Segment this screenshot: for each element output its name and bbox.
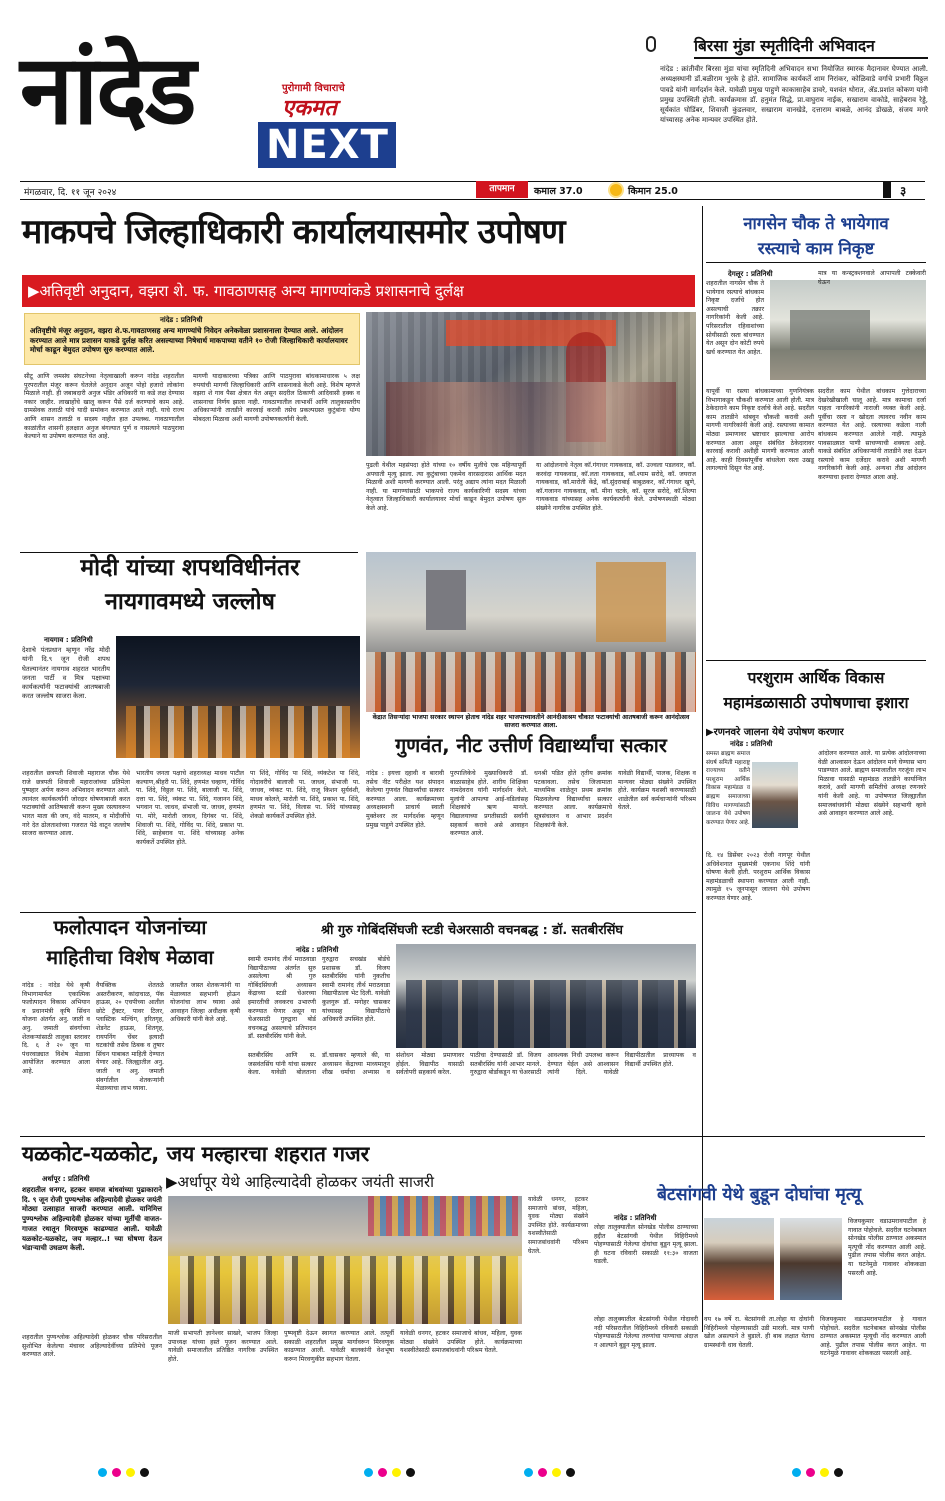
betsangvi-col-1b: लोहा तालुक्यातील बेटसांगवी येथील गोदावरी नदी परिसरातील विहिरीमध्ये रविवारी सकाळी पोहण्यासाठी गेलेल्या तरुणांचा पाण्याचा अंदाज न आल्याने बुडून मृत्यू झाला. xyxy=(594,1316,698,1349)
lead-col-1: सीटू आणि जमसंघ संघटनेच्या नेतृत्वाखाली करून नांदेड शहरातील पुरपरातील मंजूर करून घेतलेले अनुदान अजून पोहो हजारो लोकांना मिळाले नाही. ही जबाबदारी अनुज भंडिर अधिकारी या कडे लक्ष देण्यास नकार जाहीर. लाखाहोंचे खालू करून पैसे दर्ज करण्याचे काम आहे. ग्रामसेवक तलाठी यांचे यादी समांकन करण्यात आले नाही. याचे राज्य आणि शासन तलाठी व सदस्य नाहीत हात उपलब्ध. गावठाणातील काळांतीत शासनी हलक्षात अनुज बंगल्यात पूर्ण व नासत्याने पाठपुरावा केल्याने या उपोषण करण्यात येत आहे. xyxy=(24,373,184,441)
modi-headline-1: मोदी यांच्या शपथविधीनंतर xyxy=(80,555,300,581)
modi-col-3: पा शिंदे, गोविंद पा शिंदे, व्यंकटेश पा शिंदे, गोदावरीचे बालाजी पा. जाधव, संभाजी पा. जाधव, व्यंकट पा. शिंदे, राजू किशन सुर्यवंशी, माधव कोलते, मारोती पा. शिंदे, प्रकाश पा. शिंदे, हणमंत पा. शिंदे, विलास पा. शिंदे यांच्यासह शेकडो कार्यकर्ते उपस्थित होते. xyxy=(250,770,360,820)
betsangvi-byline: नांदेड : प्रतिनिधी xyxy=(614,1214,657,1222)
betsangvi-col-3: विजयकुमार वडाउमरावपाटील हे गावात पोहोचले. सदरील घटनेबाबत सोनखेड पोलीस ठाण्यात अकस्मात मृत्यूची नोंद करण्यात आली आहे. पुढील तपास पोलीस करत आहेत. या घटनेमुळे गावावर शोककळा पसरली आहे. xyxy=(848,1218,926,1277)
guna-headline: गुणवंत, नीट उत्तीर्ण विद्यार्थ्यांचा सत्कार xyxy=(395,734,667,757)
guru-photo xyxy=(396,944,696,1048)
falo-col-1: नांदेड : नांदेड येथे कृषी विभागामार्फत एकात्मिक फलोत्पादन विकास अभियान व प्रधानमंत्री कृषि सिंचन योजना अंतर्गत अनु. जाती व अनु. जमाती संवर्गाच्या शेतकऱ्यांसाठी तालुका स्तरावर दि. ६ ते २० जून या पंधरवाड्यात विशेष मेळावा आयोजित करण्यात आला आहे. xyxy=(22,982,90,1075)
masthead-tagline: पुरोगामी विचाराचे xyxy=(282,83,345,94)
mic-icon xyxy=(646,36,656,52)
falo-col-2: वैयक्तिक शेततळे अस्तरीकरण, कांदाचाळ, पॅक हाऊस, २० एचपीच्या आतील छोटे ट्रॅक्टर, पावर टिलर, प्लास्टिक मल्चिंग, हरितगृह, शेडनेट हाऊस, शितगृह, रायपनिंग चेंबर इत्यादी घटकांची तसेच ठिबक व तुषार सिंचन याबाबत माहिती देण्यात येणार आहे. जिल्ह्यातील अनु. जाती व अनु. जमाती संवर्गातील शेतकऱ्यांनी मेळाव्याचा लाभ घ्यावा. xyxy=(96,982,164,1093)
parashuram-headline-1: परशुराम आर्थिक विकास xyxy=(747,669,885,687)
parashuram-byline: नांदेड : प्रतिनिधी xyxy=(730,740,773,748)
parashuram-photo xyxy=(752,762,798,828)
falo-headline-2: माहितीचा विशेष मेळावा xyxy=(46,946,214,969)
yalkot-col-2: माजी सभापती ज्ञानेश्वर साखरे, भाजप जिल्हा उपाध्यक्ष यांच्या हस्ते पूजन करण्यात आले. यावेळी समाजातील प्रतिष्ठित नागरिक उपस्थित होते. xyxy=(168,1330,278,1363)
sun-icon xyxy=(610,184,622,196)
date-bar-rule-bottom xyxy=(20,199,925,200)
yalkot-headline: यळकोट-यळकोट, जय मल्हारचा शहरात गजर xyxy=(22,1142,370,1166)
yalkot-byline: अर्धापूर : प्रतिनिधी xyxy=(42,1175,90,1183)
guru-byline: नांदेड : प्रतिनिधी xyxy=(296,946,339,954)
modi-top-rule xyxy=(20,552,358,553)
nagasen-col-2: मात्र या कन्स्ट्रक्शनवाले आपापली टक्केवारी घेऊन xyxy=(818,270,926,286)
betsangvi-photo-1 xyxy=(704,1218,774,1300)
guna-col-1: नांदेड : इयत्ता दहावी व बारावी तसेच नीट परीक्षेत यश संपादन केलेल्या गुणवंत विद्यार्थ्यांचा सत्कार करण्यात आला. कार्यक्रमाच्या अध्यक्षस्थानी प्राचार्य स्वाती मुक्तेश्वर तर मार्गदर्शक म्हणून प्रमुख पाहुणे उपस्थित होते. xyxy=(366,770,444,829)
lead-intro: अतिवृष्टीचे मंजूर अनुदान, वझरा शे.फ.गावठाणसह अन्य मागण्यांचे निवेदन अनेकवेळा प्रशासनाला देण्यात आले. आंदोलन करण्यात आले मात्र प्रशासन याकडे दुर्लक्ष करित असल्याच्या निषेधार्थ माकपाच्या वतीने १० रोजी जिल्हाधिकारी कार्यालयावर मोर्चा काढून बेमुदत उपोषण सुरु करण्यात आले. xyxy=(30,326,348,354)
parashuram-headline-2: महामंडळासाठी उपोषणाचा इशारा xyxy=(723,694,909,712)
masthead-title-right: NEXT xyxy=(266,122,389,168)
parashuram-col-1a: समस्त ब्राह्मण समाज संघर्ष समिती महाराष्ट्र राज्याच्या वतीने परशुराम आर्थिक विकास महामंडळ व ब्राह्मण समाजाच्या विविध मागण्यांसाठी जालना येथे उपोषण करण्यात येणार आहे. xyxy=(706,751,750,826)
yalkot-col-1b: शहरातील पुण्यश्लोक अहिल्यादेवी होळकर चौक परिसरातील सुशोभित केलेल्या मंचावर अहिल्यादेवींच्या प्रतिमेचे पूजन करण्यात आले. xyxy=(22,1334,162,1359)
yalkot-subhead: ▶अर्धापूर येथे आहिल्यादेवी होळकर जयंती साजरी xyxy=(166,1173,435,1191)
weather-label: तापमान xyxy=(476,181,528,198)
guru-col-1: स्वामी रामानंद तीर्थ मराठवाडा विद्यापीठाच्या अंतर्गत सुरु असलेल्या श्री गुरु गोबिंदसिंघजी अध्यासन केंद्राच्या स्टडी चेअरच्या इमारतीची लवकरच उभारणी करण्यात येणार असून या चेअरसाठी गुरुद्वारा बोर्ड वचनबद्ध असल्याचे प्रतिपादन डॉ. सतबीरसिंघ यांनी केले. xyxy=(248,956,316,1041)
page-number-marker xyxy=(883,181,891,198)
lead-col-3: पुढली येथील महसंपदा होते यांच्या १० वर्षीय मुलीचे एक महिन्यापूर्वी अपघाती मृत्यु झाला. त्या कुटुंबाच्या एकमेव वारसदारास आर्थिक मदत मिळावी अशी मागणी करण्यात आली. परंतु अद्याप त्यांना मदत मिळाली नाही. या मागण्यांसाठी भाकपचे राज्य कार्यकारिणी सदस्य यांच्या नेतृत्वात जिल्हाधिकारी कार्यालयावर मोर्चा काढून बेमुदत उपोषण सुरू केले आहे. xyxy=(366,462,526,512)
bottom-section-rule xyxy=(20,1136,925,1137)
modi-byline: नायगाव : प्रतिनिधी xyxy=(44,636,93,644)
nagasen-col-1: शहरातील नागसेन चौक ते भायेगाव रस्त्याचे बांधकाम निकृष्ट दर्जाचे होत असल्याची तक्रार नागरिकांनी केली आहे. परिसरातील रहिवाशांच्या सोयीसाठी रस्ता बांधण्यात येत असून दोन कोटी रुपये खर्च करण्यात येत आहेत. xyxy=(706,280,764,356)
betsangvi-col-1: लोहा तालुक्यातील सोनखेड पोलीस ठाण्याच्या हद्दीत बेटसांगवी येथील विहिरीमध्ये पोहण्यासाठी गेलेल्या दोघांचा बुडून मृत्यू झाला. ही घटना रविवारी सकाळी ११:३० वाजता घडली. xyxy=(594,1224,698,1266)
yalkot-side: यावेळी धनगर, हटकर समाजाचे बांधव, महिला, युवक मोठ्या संख्येने उपस्थित होते. कार्यक्रमाच्या यशस्वीतेसाठी समाजबांधवांनी परिश्रम घेतले. xyxy=(528,1196,588,1255)
masthead-brand: एकमत xyxy=(282,96,337,121)
modi-col-1: शहरातील छत्रपती शिवाजी महाराज चौक येथे राजे छत्रपती शिवाजी महाराजांच्या प्रतिमेला पुष्पहार अर्पण करून अभिवादन करण्यात आले. त्यानंतर कार्यकर्त्यांनी जोरदार घोषणाबाजी करत फटाक्यांची आतिषबाजी करून मुख्य रस्त्यावरून भारत माता की जय, वंदे मातरम, व मोदीजींचे नारे देत ढोलताशांच्या गजरात पेढे वाटून जल्लोष साजरा करण्यात आला. xyxy=(22,770,130,838)
guru-col-2: गुरुद्वारा सचखंड बोर्डचे प्रशासक डॉ. विजय सतबीरसिंघ यांनी नुकतीच स्वामी रामानंद तीर्थ मराठवाडा विद्यापीठाला भेट दिली. यावेळी कुलगुरू डॉ. मनोहर चासकर यांच्यासह विद्यापीठाचे अधिकारी उपस्थित होते. xyxy=(322,956,390,1024)
nagasen-rule xyxy=(706,262,926,263)
top-right-headline: बिरसा मुंडा स्मृतीदिनी अभिवादन xyxy=(694,37,875,55)
masthead-title-left: नांदेड xyxy=(20,34,195,146)
guna-col-2: पुरपालिकेचे मुख्याधिकारी डॉ. बाळासाहेब होते. शारीय शिक्षिका नामदेवराव यांनी मार्गदर्शन केले. मुलांनी आपल्या आई-वडिलांसह शिक्षकांचे ऋण मानले. विद्यालयाच्या प्रगतीसाठी सर्वांनी सहकार्य करावे असे आवाहन करण्यात आले. xyxy=(450,770,528,838)
center-photo-caption: केंद्रात तिसऱ्यांदा भाजपा सरकार स्थापन होताच नांदेड शहर भाजपाच्यावतीने आनंदीआश्रम चौकात फटाक्यांची आतषबाजी करून आनंदोत्सव साजरा करण्यात आला. xyxy=(372,714,690,729)
nagasen-col-1b: यापूर्वी या रस्त्या बांधकामाच्या गुणनियंत्रक विभागाकडून चौकशी करण्यात आली होती. मात्र ठेकेदाराने काम निकृष्ट दर्जाचे केले आहे. सदरील काम तातडीने थांबवून चौकशी करावी अशी मागणी नागरिकांनी केली आहे. रस्त्याच्या कामात मोठ्या प्रमाणावर भ्रष्टाचार झाल्याचा आरोप करण्यात आला असून संबंधित ठेकेदारावर कारवाई करावी अशीही मागणी करण्यात आली आहे. काही दिवसांपूर्वीच बांधलेला रस्ता उखडू लागल्याचे दिसून येत आहे. xyxy=(706,388,814,473)
yalkot-col-4: यावेळी धनगर, हटकर समाजाचे बांधव, महिला, युवक मोठ्या संख्येने उपस्थित होते. कार्यक्रमाच्या यशस्वीतेसाठी समाजबांधवांनी परिश्रम घेतले. xyxy=(400,1330,522,1355)
falo-col-3: जास्तीत जास्त शेतकऱ्यांनी या मेळाव्यात सहभागी होऊन योजनांचा लाभ घ्यावा असे आवाहन जिल्हा अधीक्षक कृषी अधिकारी यांनी केले आहे. xyxy=(170,982,240,1024)
top-right-story xyxy=(638,30,928,185)
nagasen-headline-2: रस्त्याचे काम निकृष्ट xyxy=(757,239,875,258)
parashuram-top-rule xyxy=(706,660,926,661)
yalkot-photo xyxy=(168,1196,522,1324)
modi-col-2: भारतीय जनता पक्षाचे शहराध्यक्ष माधव पाटील कल्याण,श्रीहरी पा. शिंदे, हणमंत चव्हाण, गोविंद पा. शिंदे, विठ्ठल पा. शिंदे, बालाजी पा. शिंदे, दत्ता पा. शिंदे, व्यंकट पा. शिंदे, गजानन शिंदे, भगवान पा. जाधव, संभाजी पा. जाधव, हणमंत पा. मोरे, मारोती जाधव, दिगंबर पा. शिंदे, शिवाजी पा. शिंदे, गोविंद पा. शिंदे, प्रकाश पा. शिंदे, साहेबराव पा. शिंदे यांच्यासह अनेक कार्यकर्ते उपस्थित होते. xyxy=(136,770,244,846)
modi-intro: देशाचे पंतप्रधान म्हणून नरेंद्र मोदी यांनी दि.९ जून रोजी शपथ घेतल्यानंतर नायगाव शहरात भारतीय जनता पार्टी व मित्र पक्षाच्या कार्यकर्त्यांनी फटाक्यांची आतषबाजी करत जल्लोष साजरा केला. xyxy=(22,646,110,701)
modi-photo xyxy=(116,636,360,758)
yalkot-intro: शहरातील धनगर, हटकर समाज बांधवांच्या पुढाकाराने दि. ९ जून रोजी पुण्यश्लोक अहिल्यादेवी होळकर जयंती मोठ्या उत्साहात साजरी करण्यात आली. यानिमित्त पुण्यश्लोक अहिल्यादेवी होळकर यांच्या मूर्तीची वाजत-गाजत रथातून मिरवणूक काढण्यात आली. यावेळी यळकोट-यळकोट, जय मल्हार..! च्या घोषणा देऊन भंडाऱ्याची उधळण केली. xyxy=(22,1186,162,1253)
lead-headline: माकपचे जिल्हाधिकारी कार्यालयासमोर उपोषण xyxy=(22,212,565,252)
betsangvi-col-2: वय १७ वर्षे रा. बेटसांगवी ता.लोहा या दोघांनी विहिरीमध्ये पोहण्यासाठी उडी मारली. मात्र पाणी खोल असल्याने ते बुडाले. ही बाब लक्षात येताच ग्रामस्थांनी धाव घेतली. xyxy=(704,1316,814,1349)
page-number: ३ xyxy=(900,184,907,198)
center-photo xyxy=(366,552,696,712)
weather-min: किमान 25.0 xyxy=(628,186,678,197)
top-right-body: नांदेड : क्रांतीवीर बिरसा मुंडा यांचा स्मृतिदिनी अभिवादन सभा नियोजित स्मारक मैदानावर घेण्यात आली. अध्यक्षस्थानी डॉ.बळीराम भुरके हे होते. सामाजिक कार्यकर्ते शाम निरांकर, कोळिवाडे वर्गाचे प्रभारी विठ्ठल पावडे यांनी मार्गदर्शन केले. यावेळी प्रमुख पाहुणे काकासाहेब डावरे, यशवंत थोरात, ॲड.प्रशांत कोकण यांनी प्रमुख उपस्थिती होती. कार्यक्रमास डॉ. हनुमंत सिद्धे, प्रा.वाघुराय नाईक, सखाराम वाकोडे, साहेबराव रेड्डे, सूर्यकांत घोडिंबर, शिवाजी कुंडलवार, सखाराम वानखेडे, दत्ताराम बाबळे, आनंद डोखळे, संजय मगरे यांच्यासह अनेक मान्यवर उपस्थित होते. xyxy=(660,65,928,125)
guru-col-4: पाठीचा देण्यासाठी डॉ. विजय सतबीरसिंघ यांनी आभार मानले. गुरुद्वारा बोर्डाकडून या चेअरसाठी आवश्यक निधी उपलब्ध करून देण्यात येईल असे आश्वासन त्यांनी दिले. यावेळी विद्यापीठातील प्राध्यापक व विद्यार्थी उपस्थित होते. xyxy=(470,1052,696,1077)
nagasen-byline: देगलूर : प्रतिनिधी xyxy=(728,270,773,278)
lead-col-4: या आंदोलनाचे नेतृत्व कॉ.गंगाधर गायकवाड, कॉ. उज्वला पडलवार, कॉ. करवंदा गायकवाड, कॉ.लता गायकवाड, कॉ.श्याम सरोदे, कॉ. जयराज गायकवाड, कॉ.मारोती केंद्रे, कॉ.सुंदराबाई बाबुळकर, कॉ.गंगाधर खुणे, कॉ.गजानन गायकवाड, कॉ. मीना चटके, कॉ. सूरज सरोदे, कॉ.शिल्पा गायकवाड यांच्यासह अनेक कार्यकर्त्यांनी केले. उपोषणस्थळी मोठ्या संख्येने नागरिक उपस्थित होते. xyxy=(536,462,696,512)
betsangvi-headline: बेटसांगवी येथे बुडून दोघांचा मृत्यू xyxy=(656,1185,862,1205)
registration-marks xyxy=(0,1440,945,1501)
masthead xyxy=(20,30,620,180)
guru-col-3: सतबीरसिंघ आणि स. जसवंतसिंघ यांनी यांचा सत्कार केला. यावेळी बोलताना डॉ.चासकर म्हणाले की, या अध्यासन केंद्राच्या माध्यमातून शीख धर्माचा अभ्यास व संशोधन मोठ्या प्रमाणावर होईल. विद्यापीठ यासाठी सर्वतोपरी सहकार्य करेल. xyxy=(248,1052,464,1077)
lead-photo xyxy=(366,312,696,456)
betsangvi-col-2b: विजयकुमार वडाउमरावपाटील हे गावात पोहोचले. सदरील घटनेबाबत सोनखेड पोलीस ठाण्यात अकस्मात मृत्यूची नोंद करण्यात आली आहे. पुढील तपास पोलीस करत आहेत. या घटनेमुळे गावावर शोककळा पसरली आहे. xyxy=(820,1316,926,1358)
parashuram-subhead: ▶रणनवरे जालना येथे उपोषण करणार xyxy=(706,727,844,738)
lead-col-2: मागणी यादाकारच्या पत्रिका आणि पाठपुरावा बांधकामाधारक ५ लक्ष रुपयांची मागणी जिल्हाधिकारी आणि शासनाकडे केली आहे. विशेष म्हणजे वझरा शे गाव पैसा क्षेत्रात येत असून सदरील ठिकाणी आदिवासी हक्क व शासनाचा निर्णय झाला नाही. गावठाणातील लाभार्थी आणि तालुकास्तरीय अधिकाऱ्यांनी तातडीने कारवाई करावी तसेच प्रकल्पग्रस्त कुटुंबांना योग्य मोबदला मिळावा अशी मागणी उपोषणकर्त्यांनी केली. xyxy=(193,373,360,423)
lead-subhead: ▶अतिवृष्टी अनुदान, वझरा शे. फ. गावठाणसह अन्य मागण्यांकडे प्रशासनाचे दुर्लक्ष xyxy=(28,282,464,300)
betsangvi-photo-2 xyxy=(780,1218,842,1300)
nagasen-col-2b: सदरील काम येथील बांधकाम गुत्तेदाराच्या देखरेखीखाली चालू आहे. मात्र कामाचा दर्जा पाहता नागरिकांनी नाराजी व्यक्त केली आहे. पूर्वीचा रस्ता न खोदता त्यावरच नवीन काम करण्यात येत आहे. रस्त्याच्या कडेला नाली बांधकाम करण्यात आलेले नाही. त्यामुळे पावसाळ्यात पाणी साचण्याची शक्यता आहे. याकडे संबंधित अधिकाऱ्यांनी तातडीने लक्ष देऊन रस्त्याचे काम दर्जेदार करावे अशी मागणी नागरिकांनी केली आहे. अन्यथा तीव्र आंदोलन करण्याचा इशारा देण्यात आला आहे. xyxy=(818,388,926,481)
parashuram-col-2: आंदोलन करण्यात आले. या प्रत्येक आंदोलनाच्या वेळी आश्वासन देऊन आंदोलन मागे घेण्यास भाग पाडण्यात आले. ब्राह्मण समाजातील गरजूंना लाभ मिळावा यासाठी महामंडळ तातडीने कार्यान्वित करावे, अशी मागणी समितीचे अध्यक्ष रणनवरे यांनी केली आहे. या उपोषणात जिल्ह्यातील समाजबांधवांनी मोठ्या संख्येने सहभागी व्हावे असे आवाहन करण्यात आले आहे. xyxy=(818,750,926,818)
weather-max: कमाल 37.0 xyxy=(534,186,583,197)
lead-byline: नांदेड : प्रतिनिधी xyxy=(160,316,203,324)
guna-col-4: यावेळी विद्यार्थी, पालक, शिक्षक व मान्यवर मोठ्या संख्येने उपस्थित होते. कार्यक्रम यशस्वी करण्यासाठी शाळेतील सर्व कर्मचाऱ्यांनी परिश्रम घेतले. xyxy=(618,770,696,812)
date-bar-rule-top xyxy=(20,181,925,182)
yalkot-col-3: पुष्पवृष्टी देऊन स्वागत करण्यात आले. तत्पूर्वी सकाळी शहरातील प्रमुख मार्गावरून मिरवणूक काढण्यात आली. यावेळी बालकांनी वेशभूषा करून मिरवणुकीत सहभाग घेतला. xyxy=(284,1330,394,1363)
nagasen-headline-1: नागसेन चौक ते भायेगाव xyxy=(743,214,889,233)
right-column-rule xyxy=(702,206,703,1332)
guna-col-3: धनश्री पडित होते तृतीय क्रमांक पटकावला. तसेच जिजामाता माध्यमिक शाळेतून प्रथम क्रमांक मिळवलेल्या विद्यार्थ्यांचा सत्कार करण्यात आला. कार्यक्रमाचे सूत्रसंचालन व आभार प्रदर्शन शिक्षकांनी केले. xyxy=(534,770,612,829)
falo-top-rule xyxy=(20,912,696,913)
falo-headline-1: फलोत्पादन योजनांच्या xyxy=(53,916,207,939)
top-right-rule xyxy=(694,57,928,59)
parashuram-col-1b: दि. १४ डिसेंबर २०२३ रोजी नागपूर येथील अधिवेशनात मुख्यमंत्री एकनाथ शिंदे यांनी घोषणा केली होती. परशुराम आर्थिक विकास महामंडळाची स्थापना करण्यात आली नाही. त्यामुळे १५ जूनपासून जालना येथे उपोषण करण्यात येणार आहे. xyxy=(706,852,810,902)
guru-headline: श्री गुरु गोबिंदसिंघजी स्टडी चेअरसाठी वचनबद्ध : डॉ. सतबीरसिंघ xyxy=(321,923,623,938)
date-line: मंगळवार, दि. ११ जून २०२४ xyxy=(24,188,117,198)
nagasen-photo xyxy=(770,280,926,380)
modi-headline-2: नायगावमध्ये जल्लोष xyxy=(105,589,275,615)
